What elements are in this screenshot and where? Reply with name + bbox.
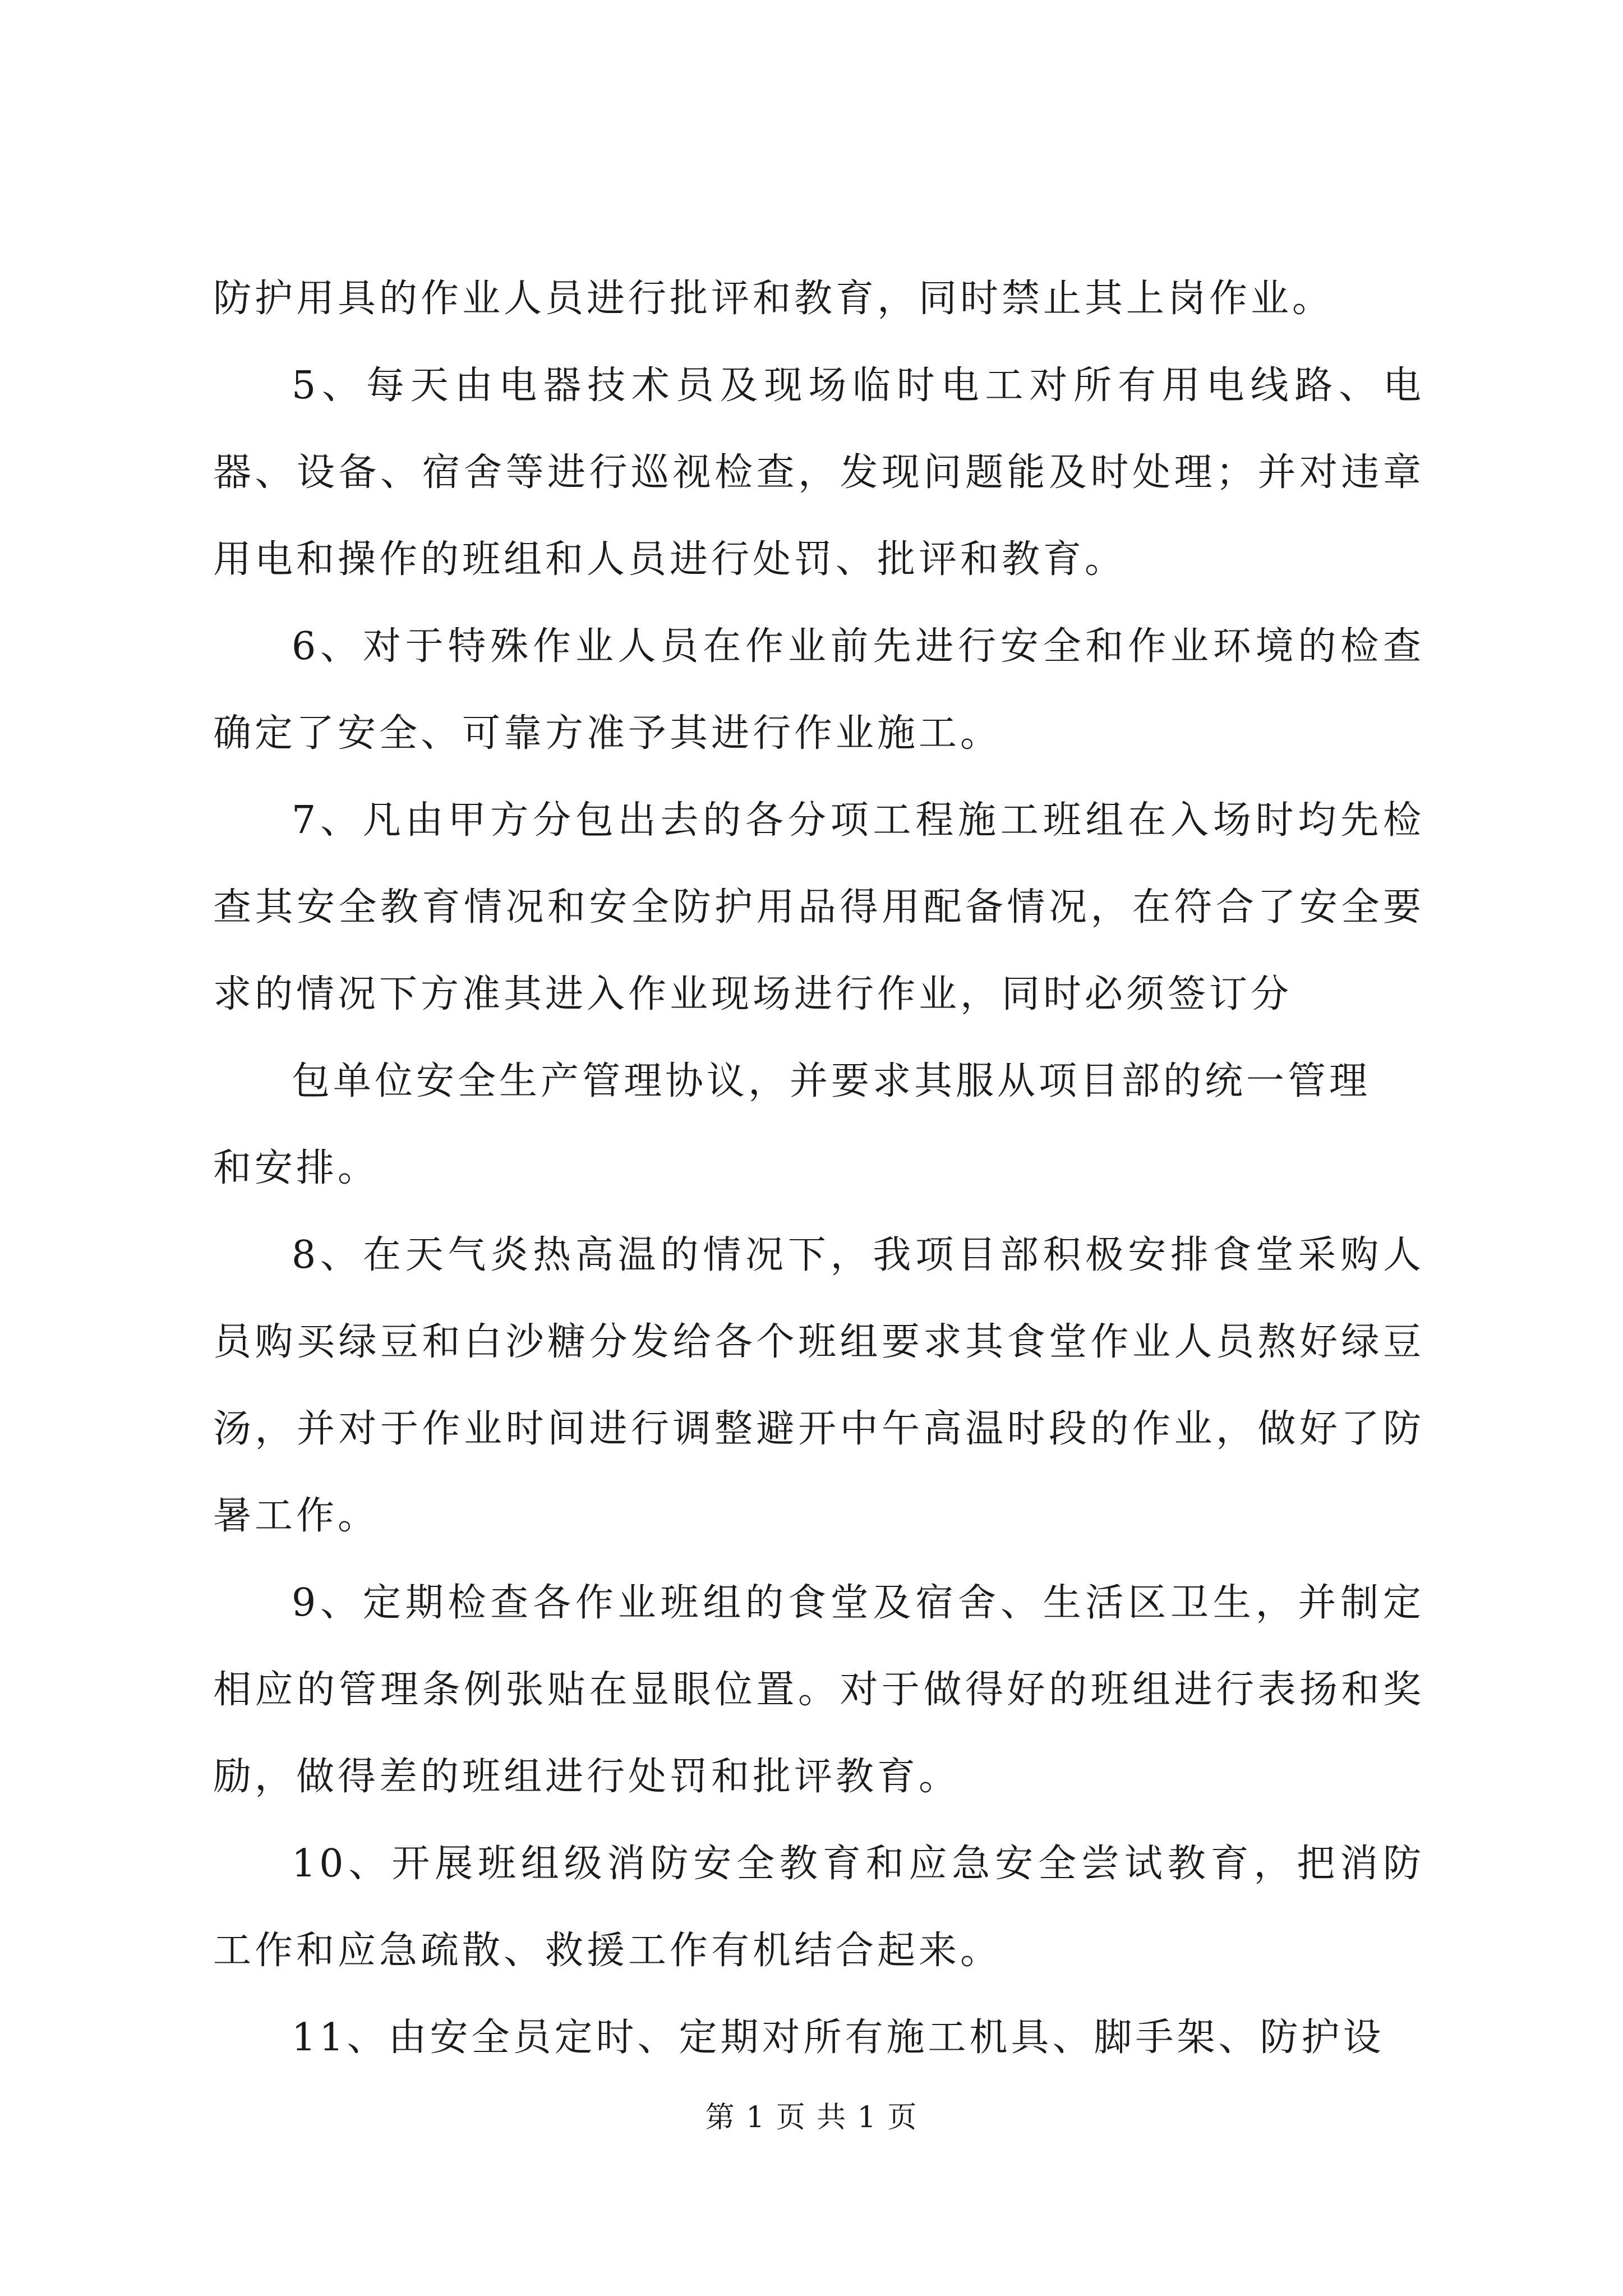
paragraph-item-8: 8、在天气炎热高温的情况下，我项目部积极安排食堂采购人员购买绿豆和白沙糖分发给各个班组要求其食堂作业人员熬好绿豆汤，并对于作业时间进行调整避开中午高温时段的作业，做好了防暑工作。: [213, 1233, 1424, 1538]
page-number-footer: 第 1 页 共 1 页: [705, 2101, 918, 2134]
paragraph-item-7: 7、凡由甲方分包出去的各分项工程施工班组在入场时均先检查其安全教育情况和安全防护用品得用配备情况，在符合了安全要求的情况下方准其进入作业现场进行作业，同时必须签订分: [213, 798, 1424, 1016]
paragraph-item-6: 6、对于特殊作业人员在作业前先进行安全和作业环境的检查确定了安全、可靠方准予其进行作业施工。: [213, 624, 1424, 756]
paragraph-item-5: 5、每天由电器技术员及现场临时电工对所有用电线路、电器、设备、宿舍等进行巡视检查，发现问题能及时处理；并对违章用电和操作的班组和人员进行处罚、批评和教育。: [213, 364, 1424, 582]
paragraph-item-10: 10、开展班组级消防安全教育和应急安全尝试教育，把消防工作和应急疏散、救援工作有机结合起来。: [213, 1842, 1424, 1973]
paragraph-item-7-continued: [213, 1038, 1424, 1212]
paragraph-item-7-continued-rest: 和安排。: [213, 1146, 380, 1190]
document-body: [213, 255, 1424, 2081]
paragraph-item-9: 9、定期检查各作业班组的食堂及宿舍、生活区卫生，并制定相应的管理条例张贴在显眼位置。对于做得好的班组进行表扬和奖励，做得差的班组进行处罚和批评教育。: [213, 1581, 1424, 1799]
paragraph-item-11: 11、由安全员定时、定期对所有施工机具、脚手架、防护设: [292, 2016, 1385, 2060]
paragraph-continuation: 防护用具的作业人员进行批评和教育，同时禁止其上岗作业。: [213, 277, 1334, 321]
paragraph-item-7-continued-first-line: 包单位安全生产管理协议，并要求其服从项目部的统一管理: [292, 1059, 1371, 1103]
